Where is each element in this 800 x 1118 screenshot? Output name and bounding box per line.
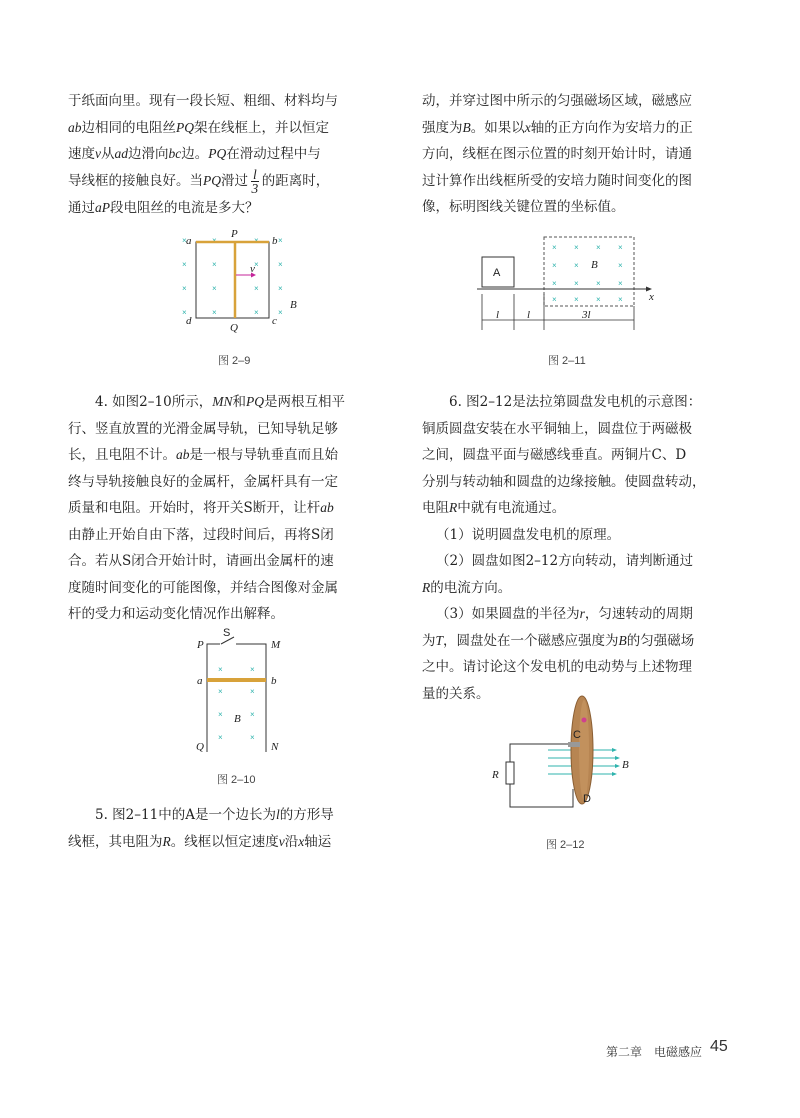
label-b-field: B xyxy=(591,259,598,271)
caption-fig-2-10: 图 2–10 xyxy=(217,774,256,786)
svg-text:×: × xyxy=(182,284,187,293)
caption-fig-2-12: 图 2–12 xyxy=(546,839,585,851)
left-column xyxy=(68,88,384,221)
svg-text:×: × xyxy=(218,665,223,674)
figure-2-12 xyxy=(488,692,648,822)
svg-text:×: × xyxy=(212,260,217,269)
caption-fig-2-11: 图 2–11 xyxy=(548,355,586,367)
svg-text:×: × xyxy=(218,710,223,719)
problem-5: 5. 图2–11中的A是一个边长为l的方形导 线框，其电阻为R。线框以恒定速度v沿x轴运 xyxy=(68,807,334,850)
svg-text:×: × xyxy=(254,284,259,293)
svg-text:×: × xyxy=(182,236,187,245)
label-n: N xyxy=(271,741,279,753)
svg-text:×: × xyxy=(596,279,601,288)
chapter-footer: 第二章 电磁感应 xyxy=(605,1045,702,1059)
svg-text:×: × xyxy=(596,295,601,304)
label-q: Q xyxy=(196,741,204,753)
problem-5-continued: 动，并穿过图中所示的匀强磁场区域，磁感应 强度为B。如果以x轴的正方向作为安培力的正 方向，线框在图示位置的时刻开始计时，请通 过计算作出线框所受的安培力随时间变化的图 像，标明图线关键位置的坐标值。 xyxy=(422,93,693,215)
problem-4: 4. 如图2–10所示，MN和PQ是两根互相平 行、竖直放置的光滑金属导轨，已知导轨足够 长，且电阻不计。ab是一根与导轨垂直而且始 终与导轨接触良好的金属杆，金属杆具有一定 质量和电阻。开始时，将开关S断开，让杆ab 由静止开始自由下落，过段时间后，再将S闭 合。若从S闭合开始计时，请画出金属杆的速 度随时间变化的可能图像，并结合图像对金属 杆的受力和运动变化情况作出解释。 xyxy=(68,394,345,622)
fraction-l-over-3: $\frac{l}{3}$ xyxy=(251,166,259,196)
svg-text:×: × xyxy=(212,236,217,245)
svg-text:×: × xyxy=(574,243,579,252)
circuit-wire-top xyxy=(510,744,570,762)
svg-text:×: × xyxy=(254,308,259,317)
field-arrowheads xyxy=(612,748,620,776)
label-a: a xyxy=(197,675,203,687)
label-dim-3l: 3l xyxy=(582,309,591,321)
wire-frame xyxy=(196,242,269,318)
figure-2-9 xyxy=(170,225,310,340)
svg-text:×: × xyxy=(254,260,259,269)
label-c: C xyxy=(573,729,581,741)
svg-text:×: × xyxy=(618,279,623,288)
svg-text:×: × xyxy=(254,236,259,245)
label-p: P xyxy=(197,639,204,651)
svg-text:×: × xyxy=(212,308,217,317)
svg-text:×: × xyxy=(182,308,187,317)
svg-text:×: × xyxy=(618,295,623,304)
field-marks xyxy=(182,236,283,317)
label-b: b xyxy=(271,675,277,687)
svg-text:×: × xyxy=(278,260,283,269)
svg-text:×: × xyxy=(552,295,557,304)
svg-text:×: × xyxy=(596,243,601,252)
svg-text:×: × xyxy=(618,261,623,270)
label-m: M xyxy=(271,639,281,651)
label-x: x xyxy=(649,291,654,303)
label-r: R xyxy=(492,769,499,781)
label-b-field: B xyxy=(622,759,629,771)
svg-text:×: × xyxy=(250,687,255,696)
svg-text:×: × xyxy=(552,279,557,288)
problem-3-continued: 于纸面向里。现有一段长短、粗细、材料均与 ab边相同的电阻丝PQ架在线框上，并以恒定 速度v从ad边滑向bc边。PQ在滑动过程中与 导线框的接触良好。当PQ滑过 $\frac{l}{3}$ 的距离时， 通过aP段电阻丝的电流是多大？ xyxy=(68,93,338,216)
label-b-field: B xyxy=(234,713,241,725)
figure-2-11 xyxy=(472,232,672,337)
svg-text:×: × xyxy=(574,279,579,288)
svg-text:×: × xyxy=(182,260,187,269)
label-b-field: B xyxy=(290,299,297,311)
label-p: P xyxy=(231,228,238,240)
resistor-r xyxy=(506,762,514,784)
field-marks xyxy=(552,243,623,304)
svg-text:×: × xyxy=(212,284,217,293)
svg-text:×: × xyxy=(218,733,223,742)
dimension-lines xyxy=(482,294,634,330)
problem-6: 6. 图2–12是法拉第圆盘发电机的示意图： 铜质圆盘安装在水平铜轴上，圆盘位于两磁极 之间，圆盘平面与磁感线垂直。两铜片C、D 分别与转动轴和圆盘的边缘接触。使圆盘转动， 电阻R中就有电流通过。 （1）说明圆盘发电机的原理。 （2）圆盘如图2–12方向转动，请判断通过 R的电流方向。 （3）如果圆盘的半径为r，匀速转动的周期 为T，圆盘处在一个磁感应强度为B的匀强磁场 之中。请讨论这个发电机的电动势与上述物理 量的关系。 xyxy=(422,394,706,702)
label-c: c xyxy=(272,315,277,327)
field-marks xyxy=(218,665,255,742)
axle-contact-c xyxy=(568,742,580,747)
svg-text:×: × xyxy=(574,261,579,270)
label-dim-l-2: l xyxy=(527,309,531,321)
svg-text:×: × xyxy=(278,236,283,245)
label-a: A xyxy=(493,267,501,279)
label-a: a xyxy=(186,235,192,247)
svg-text:×: × xyxy=(552,261,557,270)
svg-text:×: × xyxy=(250,665,255,674)
caption-fig-2-9: 图 2–9 xyxy=(218,355,251,367)
svg-text:×: × xyxy=(574,295,579,304)
svg-text:×: × xyxy=(618,243,623,252)
page-number: 45 xyxy=(710,1038,728,1055)
disc-highlight xyxy=(579,700,589,800)
svg-text:×: × xyxy=(278,308,283,317)
figure-2-10 xyxy=(180,624,300,759)
rotation-mark xyxy=(582,718,587,723)
svg-text:×: × xyxy=(250,710,255,719)
svg-text:×: × xyxy=(250,733,255,742)
label-b: b xyxy=(272,235,278,247)
svg-text:×: × xyxy=(218,687,223,696)
label-d: D xyxy=(583,793,591,805)
label-v: v xyxy=(250,263,255,275)
label-s: S xyxy=(223,627,231,639)
svg-text:×: × xyxy=(278,284,283,293)
svg-text:×: × xyxy=(552,243,557,252)
label-q: Q xyxy=(230,322,238,334)
circuit-wire-bottom xyxy=(510,784,573,807)
label-d: d xyxy=(186,315,192,327)
label-dim-l-1: l xyxy=(496,309,500,321)
